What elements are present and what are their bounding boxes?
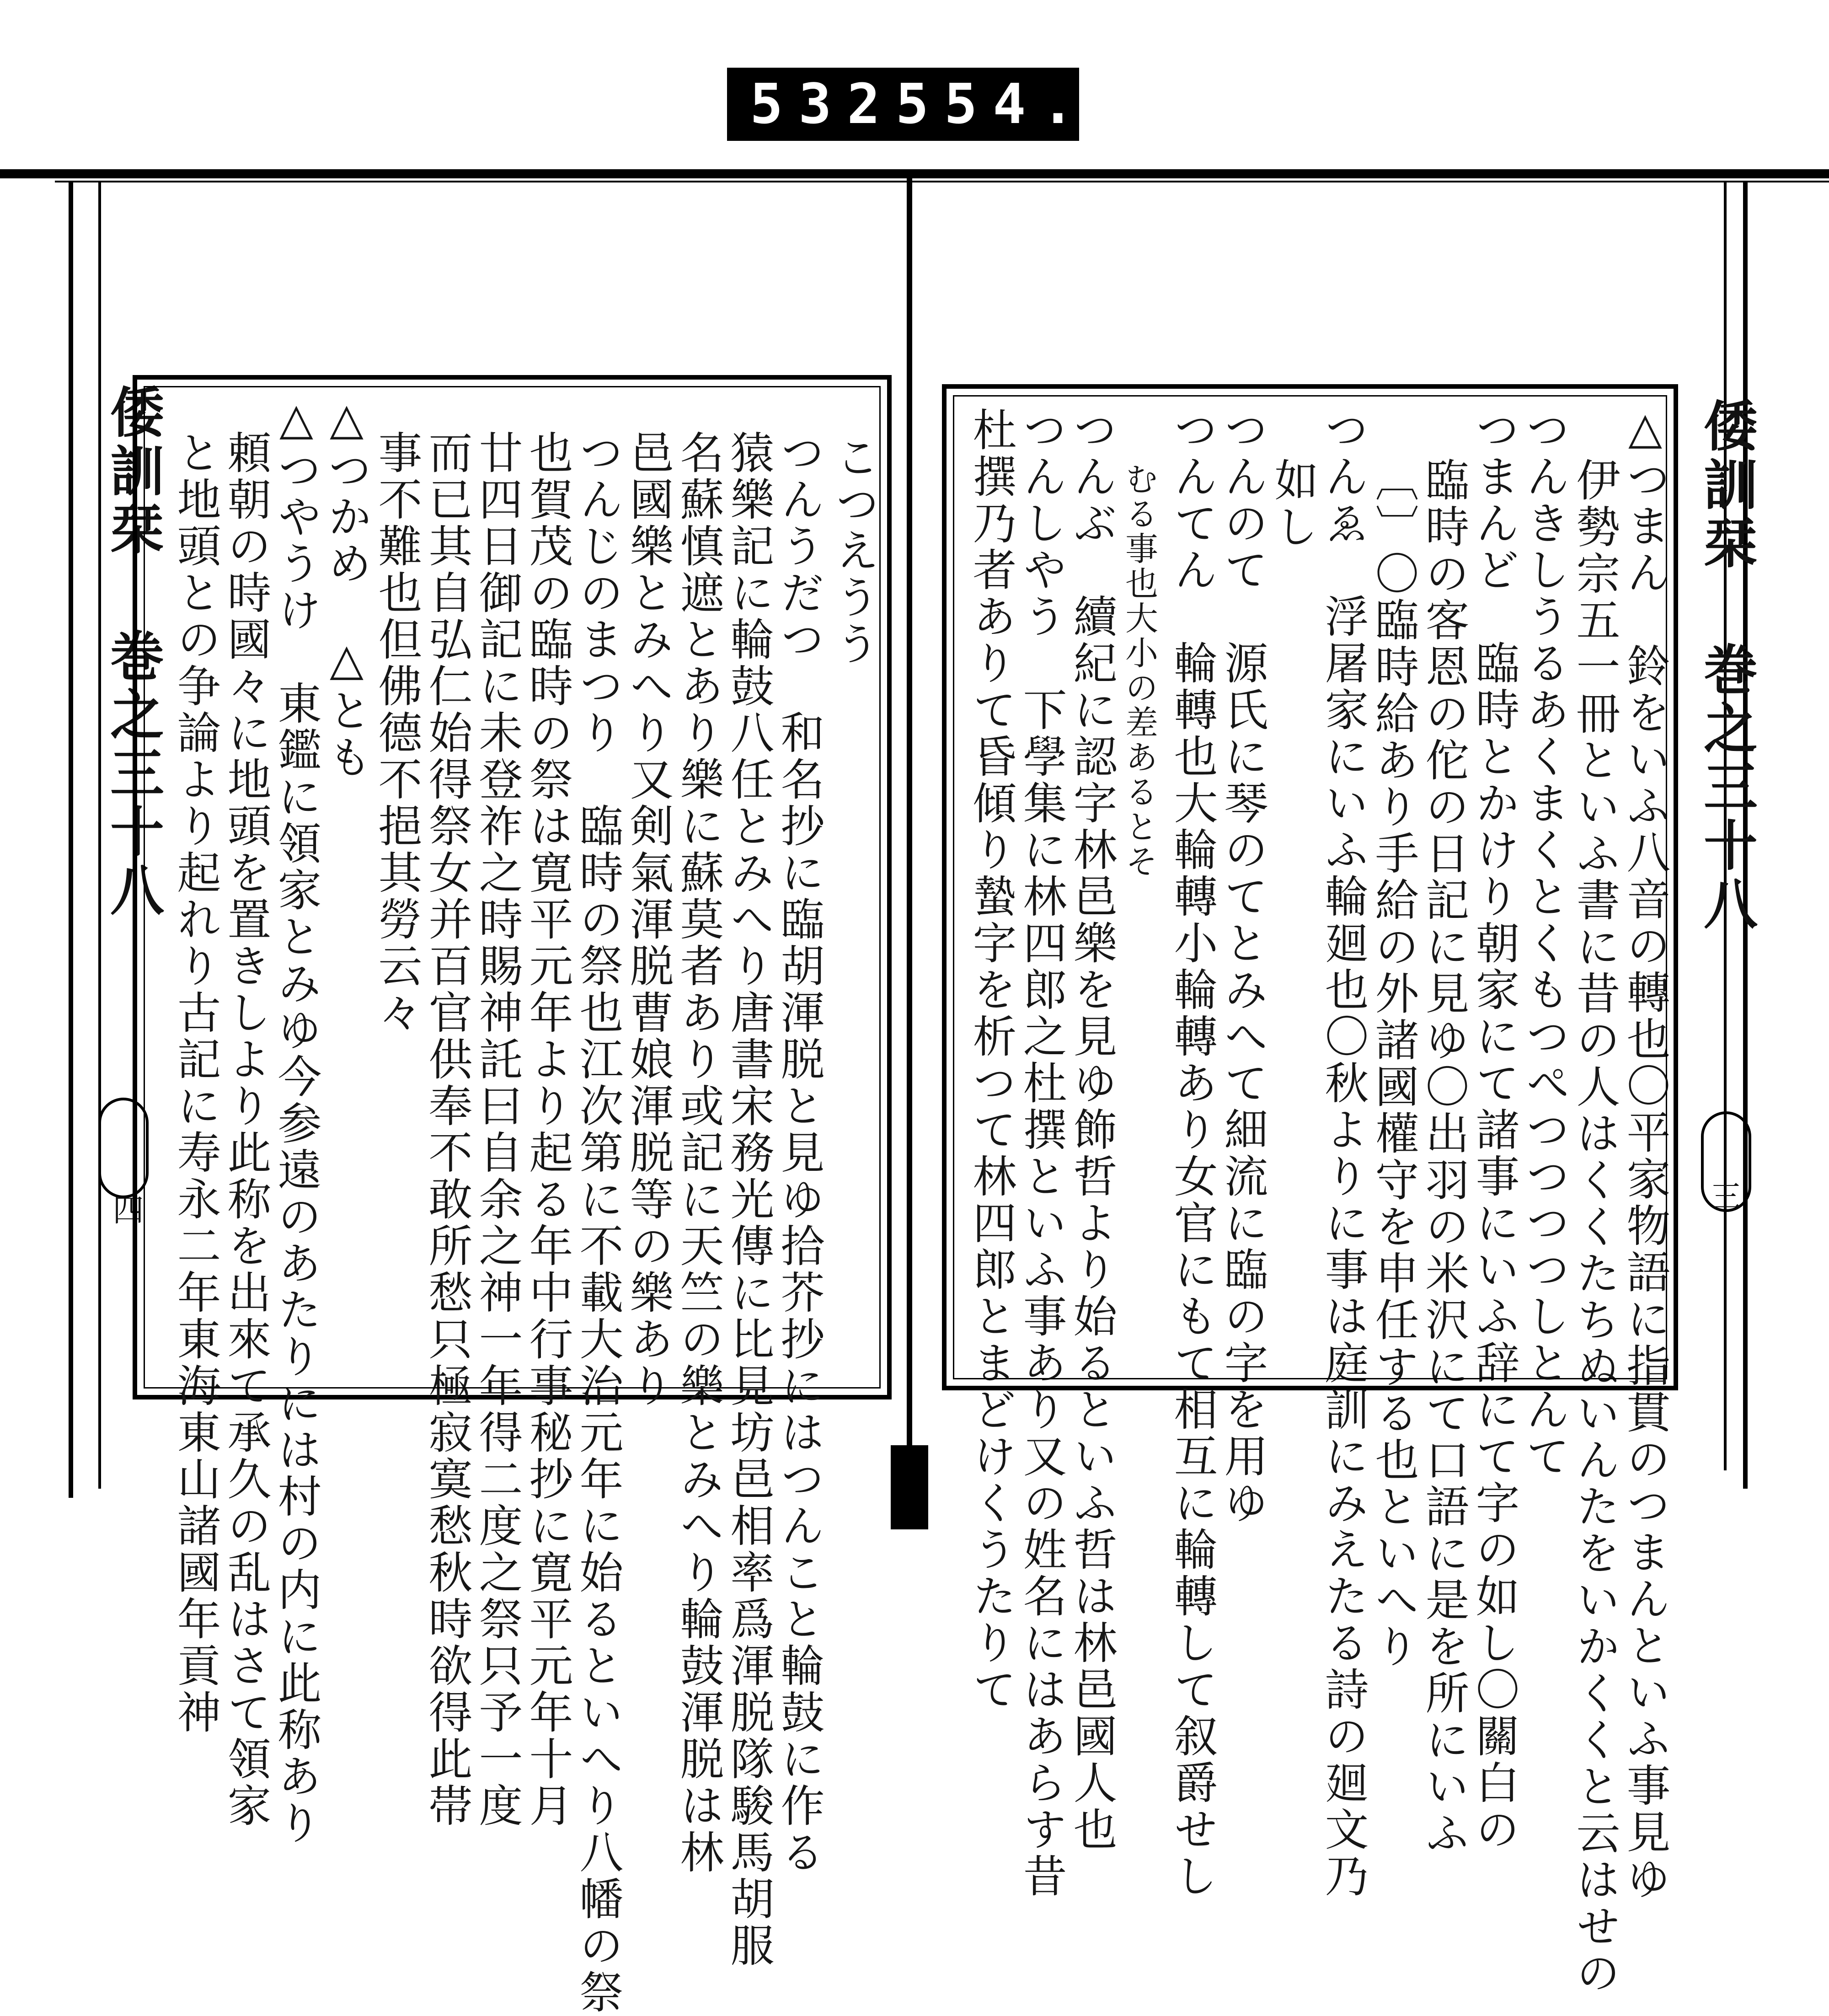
text-column: 杜撰乃者ありて昏傾り蟄字を析つて林四郎とまどけくうたりて bbox=[966, 407, 1017, 1713]
text-column: つんじのまつり 臨時の祭也江次第に不載大治元年に始るといへり八幡の祭 bbox=[572, 430, 624, 2016]
text-column: △つやうけ 東鑑に領家とみゆ今参遠のあたりには村の内に此称あり bbox=[271, 393, 322, 1847]
text-column: と地頭との争論より起れり古記に寿永二年東海東山諸國年貢神 bbox=[170, 430, 221, 1736]
text-column: つんのて 源氏に琴のてとみへて細流に臨の字を用ゆ bbox=[1217, 407, 1268, 1527]
text-column: 也賀茂の臨時の祭は寛平元年より起る年中行事秘抄に寛平元年十月 bbox=[522, 430, 573, 1829]
left-margin-title: 倭訓栞 巻之三十八 bbox=[101, 384, 165, 921]
text-column: 名蘇慎遮とあり樂に蘇莫者あり或記に天竺の樂とみへり輪鼓渾脱は林 bbox=[673, 430, 724, 1876]
text-column: 而已其自弘仁始得祭女并百官供奉不敢所愁只極寂寞愁秋時欲得此帯 bbox=[422, 430, 473, 1829]
text-column: むる事也大小の差あるとそ bbox=[1120, 462, 1158, 879]
text-column: つんてん 輪轉也大輪轉小輪轉あり女官にもて相互に輪轉して叙爵せし bbox=[1167, 407, 1218, 1900]
catalogue-label bbox=[727, 68, 1090, 141]
top-rule bbox=[0, 169, 1829, 178]
text-column: 頼朝の時國々に地頭を置きしより此称を出來て承久の乱はさて領家 bbox=[220, 430, 272, 1829]
gutter-shadow bbox=[891, 1445, 928, 1529]
text-column: 事不難也但佛德不挹其勞云々 bbox=[371, 430, 422, 1036]
text-column: 臨時の客恩の佗の日記に見ゆ〇出羽の米沢にて口語に是を所にいふ bbox=[1418, 457, 1470, 1857]
text-column: 如し bbox=[1267, 457, 1319, 551]
text-column: つんしやう 下學集に林四郎之杜撰といふ事あり又の姓名にはあらす昔 bbox=[1016, 407, 1067, 1900]
text-column: こつえうう bbox=[829, 434, 880, 668]
left-page-outer-edge bbox=[69, 181, 73, 1498]
right-page-number: 三 bbox=[1705, 1180, 1741, 1211]
text-column: △つかめ △とも bbox=[321, 393, 372, 781]
left-page-number: 四 bbox=[107, 1194, 144, 1225]
catalogue-number-left: 532 bbox=[750, 72, 896, 136]
right-text-frame bbox=[942, 384, 1678, 1997]
book-gutter bbox=[907, 178, 912, 1529]
catalogue-number-right: 554. bbox=[895, 72, 1090, 136]
text-column: △つまん 鈴をいふ八音の轉也〇平家物語に指貫のつまんといふ事見ゆ bbox=[1620, 402, 1671, 1903]
text-column: つんゑ 浮屠家にいふ輪廻也〇秋よりに事は庭訓にみえたる詩の廻文乃 bbox=[1318, 407, 1369, 1900]
text-column: 邑國樂とみへり又剣氣渾脱曹娘渾脱等の樂あり bbox=[623, 430, 674, 1410]
right-margin-title: 倭訓栞 巻之三十八 bbox=[1695, 398, 1758, 934]
left-text-frame bbox=[133, 375, 892, 2016]
top-rule-inner bbox=[55, 181, 1829, 182]
text-column: つんぶ 續紀に認字林邑樂を見ゆ飾哲より始るといふ哲は林邑國人也 bbox=[1066, 407, 1118, 1853]
text-column: 〔〕〇臨時給あり手給の外諸國權守を申任する也といへり bbox=[1368, 457, 1419, 1670]
text-column: つんきしうるあくまくとくもつぺつつつつしとんて bbox=[1519, 407, 1570, 1480]
text-column: 伊勢宗五一冊といふ書に昔の人はくくたちぬいんたをいかくくと云はせの bbox=[1569, 457, 1620, 1997]
text-column: 猿樂記に輪鼓八任とみへり唐書宋務光傳に比見坊邑相率爲渾脱隊駿馬胡服 bbox=[723, 430, 775, 1969]
text-column: つまんど 臨時とかけり朝家にて諸事にいふ辞にて字の如し〇關白の bbox=[1469, 407, 1520, 1853]
text-column: 廿四日御記に未登祚之時賜神託曰自余之神一年得二度之祭只予一度 bbox=[472, 430, 523, 1829]
text-column: つんうだつ 和名抄に臨胡渾脱と見ゆ拾芥抄にはつんこと輪鼓に作る bbox=[774, 430, 825, 1876]
